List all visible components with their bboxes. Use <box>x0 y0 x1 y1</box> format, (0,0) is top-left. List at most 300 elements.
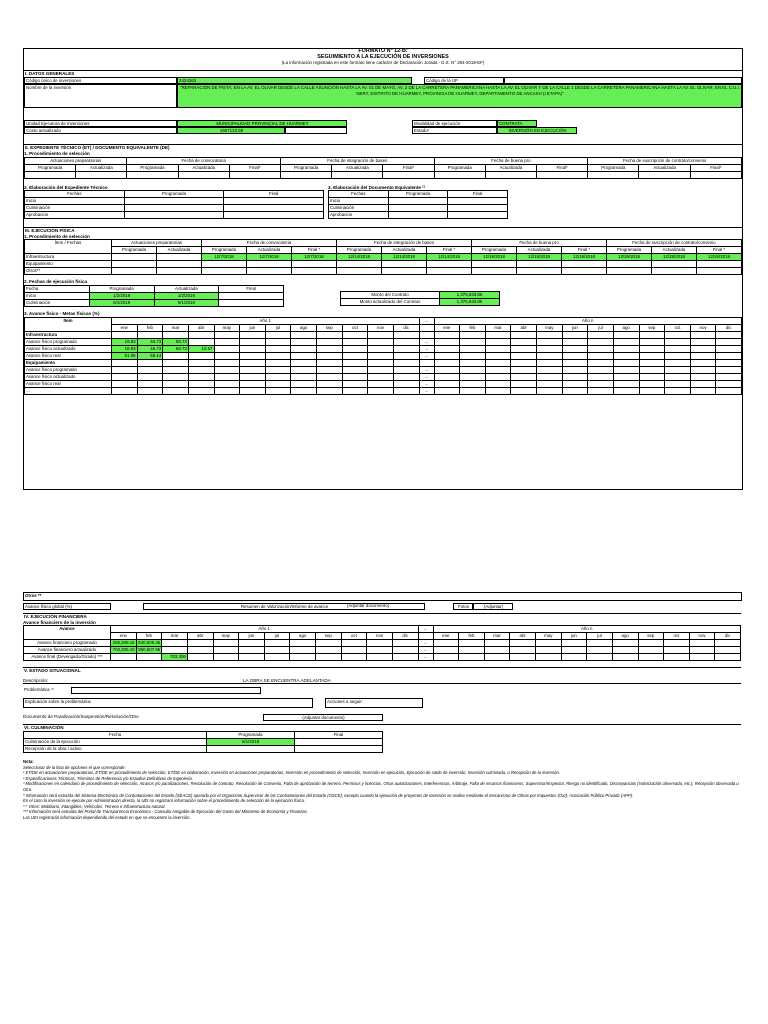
ej-date-cell[interactable]: 12/7/2018 <box>247 254 292 261</box>
value-cell[interactable]: 88.73 <box>163 345 189 352</box>
value-cell[interactable]: 46.73 <box>137 338 163 345</box>
cul-row-prog[interactable] <box>207 745 295 752</box>
value-cell[interactable] <box>188 338 214 345</box>
value-cell[interactable] <box>716 345 742 352</box>
value-cell[interactable] <box>393 387 419 394</box>
ej-date-cell[interactable] <box>562 261 607 268</box>
value-cell[interactable] <box>715 647 741 654</box>
value-cell[interactable] <box>664 640 690 647</box>
value-cell[interactable] <box>163 373 189 380</box>
value-cell[interactable] <box>317 352 343 359</box>
ej-date-cell[interactable] <box>607 268 652 275</box>
value-cell[interactable] <box>264 654 290 661</box>
value-cell[interactable] <box>316 640 342 647</box>
value-cell[interactable] <box>485 366 511 373</box>
value-cell[interactable] <box>460 373 486 380</box>
value-cell[interactable] <box>137 387 163 394</box>
value-cell[interactable] <box>434 352 460 359</box>
value-cell[interactable] <box>393 380 419 387</box>
value-cell[interactable] <box>537 338 563 345</box>
value-cell[interactable] <box>163 352 189 359</box>
value-cell[interactable] <box>434 380 460 387</box>
exp-cell[interactable] <box>76 171 127 178</box>
value-cell[interactable] <box>638 640 664 647</box>
ej-fecha-prog[interactable]: 1/2/2019 <box>89 292 154 299</box>
value-cell[interactable] <box>665 387 691 394</box>
value-cell[interactable] <box>562 352 588 359</box>
value-cell[interactable] <box>317 373 343 380</box>
unidad-value[interactable]: MUNICIPALIDAD PROVINCIAL DE HUARMEY <box>177 120 347 127</box>
value-cell[interactable] <box>588 345 614 352</box>
value-cell[interactable] <box>485 338 511 345</box>
ej-date-cell[interactable] <box>382 261 427 268</box>
ej-date-cell[interactable]: 12/28/2018 <box>607 254 652 261</box>
ej-date-cell[interactable]: 12/14/2018 <box>337 254 382 261</box>
monto-act-value[interactable]: 1,376,933.86 <box>440 298 500 305</box>
value-cell[interactable] <box>367 654 393 661</box>
value-cell[interactable]: 88.73 <box>163 338 189 345</box>
acciones-label[interactable]: Acciones a seguir: <box>325 698 423 708</box>
value-cell[interactable]: 18.83 <box>112 338 138 345</box>
value-cell[interactable] <box>612 640 638 647</box>
value-cell[interactable] <box>434 366 460 373</box>
value-cell[interactable] <box>664 647 690 654</box>
value-cell[interactable] <box>460 387 486 394</box>
value-cell[interactable] <box>665 366 691 373</box>
value-cell[interactable] <box>290 647 316 654</box>
value-cell[interactable] <box>690 380 716 387</box>
value-cell[interactable] <box>664 654 690 661</box>
value-cell[interactable] <box>290 654 316 661</box>
value-cell[interactable] <box>317 338 343 345</box>
value-cell[interactable] <box>690 345 716 352</box>
value-cell[interactable] <box>587 647 613 654</box>
value-cell[interactable] <box>639 387 665 394</box>
value-cell[interactable] <box>665 380 691 387</box>
value-cell[interactable] <box>342 373 368 380</box>
ej-date-cell[interactable]: 12/28/2018 <box>697 254 742 261</box>
ej-date-cell[interactable] <box>112 268 157 275</box>
value-cell[interactable] <box>187 640 213 647</box>
value-cell[interactable] <box>112 387 138 394</box>
value-cell[interactable] <box>715 640 741 647</box>
value-cell[interactable] <box>690 387 716 394</box>
value-cell[interactable] <box>588 338 614 345</box>
costo-value[interactable]: 1667123.59 <box>177 127 285 134</box>
value-cell[interactable]: 51.08 <box>112 352 138 359</box>
exp-cell[interactable] <box>690 171 741 178</box>
value-cell[interactable] <box>612 647 638 654</box>
codigo-up-value[interactable] <box>504 77 742 84</box>
value-cell[interactable] <box>291 352 317 359</box>
value-cell[interactable] <box>316 654 342 661</box>
value-cell[interactable] <box>639 338 665 345</box>
value-cell[interactable] <box>689 640 715 647</box>
value-cell[interactable] <box>433 640 459 647</box>
value-cell[interactable] <box>367 647 393 654</box>
value-cell[interactable] <box>485 345 511 352</box>
value-cell[interactable] <box>689 654 715 661</box>
value-cell[interactable] <box>433 647 459 654</box>
value-cell[interactable] <box>393 373 419 380</box>
value-cell[interactable] <box>393 366 419 373</box>
value-cell[interactable] <box>588 380 614 387</box>
value-cell[interactable] <box>562 366 588 373</box>
value-cell[interactable] <box>434 387 460 394</box>
value-cell[interactable]: 703.306 <box>162 654 188 661</box>
ej-date-cell[interactable]: 12/7/2018 <box>292 254 337 261</box>
value-cell[interactable] <box>716 352 742 359</box>
value-cell[interactable] <box>162 640 188 647</box>
exp-cell[interactable] <box>229 171 280 178</box>
value-cell[interactable] <box>613 373 639 380</box>
value-cell[interactable]: 703,305.10 <box>111 647 137 654</box>
value-cell[interactable] <box>265 387 291 394</box>
value-cell[interactable] <box>561 647 587 654</box>
value-cell[interactable] <box>716 387 742 394</box>
value-cell[interactable] <box>562 380 588 387</box>
value-cell[interactable] <box>112 373 138 380</box>
value-cell[interactable] <box>460 380 486 387</box>
value-cell[interactable] <box>137 380 163 387</box>
value-cell[interactable] <box>240 345 266 352</box>
ej-date-cell[interactable]: 12/19/2018 <box>562 254 607 261</box>
documento-adjuntar[interactable]: (Adjuntar documento) <box>263 714 383 721</box>
ej-date-cell[interactable] <box>112 261 157 268</box>
value-cell[interactable] <box>459 654 485 661</box>
value-cell[interactable] <box>510 647 536 654</box>
ej-fecha-act[interactable]: 1/2/2019 <box>154 292 219 299</box>
value-cell[interactable] <box>112 366 138 373</box>
value-cell[interactable] <box>433 654 459 661</box>
ej-date-cell[interactable] <box>517 268 562 275</box>
value-cell[interactable] <box>265 352 291 359</box>
value-cell[interactable] <box>188 387 214 394</box>
value-cell[interactable] <box>510 654 536 661</box>
ej-date-cell[interactable]: 12/19/2018 <box>517 254 562 261</box>
value-cell[interactable] <box>511 373 537 380</box>
value-cell[interactable] <box>317 380 343 387</box>
value-cell[interactable] <box>291 366 317 373</box>
ej-date-cell[interactable]: 12/14/2018 <box>427 254 472 261</box>
value-cell[interactable] <box>214 352 240 359</box>
value-cell[interactable] <box>665 352 691 359</box>
value-cell[interactable] <box>111 654 137 661</box>
ej-date-cell[interactable] <box>382 268 427 275</box>
value-cell[interactable] <box>588 352 614 359</box>
value-cell[interactable] <box>291 387 317 394</box>
value-cell[interactable] <box>214 366 240 373</box>
value-cell[interactable] <box>715 654 741 661</box>
value-cell[interactable] <box>240 387 266 394</box>
exp-cell[interactable] <box>25 171 76 178</box>
ej-date-cell[interactable] <box>202 268 247 275</box>
fotos-adjuntar[interactable]: (Adjuntar) <box>473 603 513 610</box>
value-cell[interactable] <box>368 345 394 352</box>
value-cell[interactable] <box>188 380 214 387</box>
value-cell[interactable] <box>613 366 639 373</box>
value-cell[interactable] <box>264 640 290 647</box>
ej-date-cell[interactable] <box>652 268 697 275</box>
value-cell[interactable] <box>392 654 418 661</box>
value-cell[interactable] <box>561 654 587 661</box>
value-cell[interactable] <box>562 345 588 352</box>
value-cell[interactable] <box>136 654 162 661</box>
ej-date-cell[interactable]: 12/28/2018 <box>652 254 697 261</box>
value-cell[interactable] <box>368 338 394 345</box>
value-cell[interactable]: 10.57 <box>188 345 214 352</box>
value-cell[interactable] <box>613 345 639 352</box>
value-cell[interactable] <box>716 366 742 373</box>
exp-cell[interactable] <box>434 171 485 178</box>
value-cell[interactable] <box>536 654 562 661</box>
ej-date-cell[interactable] <box>427 268 472 275</box>
value-cell[interactable] <box>485 387 511 394</box>
value-cell[interactable] <box>317 387 343 394</box>
value-cell[interactable] <box>510 640 536 647</box>
value-cell[interactable] <box>368 380 394 387</box>
value-cell[interactable]: 259,308.16 <box>111 640 137 647</box>
value-cell[interactable] <box>537 352 563 359</box>
value-cell[interactable] <box>690 338 716 345</box>
ej-date-cell[interactable] <box>472 268 517 275</box>
value-cell[interactable] <box>214 338 240 345</box>
ej-date-cell[interactable] <box>562 268 607 275</box>
value-cell[interactable] <box>368 352 394 359</box>
ej-date-cell[interactable] <box>337 268 382 275</box>
value-cell[interactable] <box>316 647 342 654</box>
value-cell[interactable] <box>341 640 367 647</box>
value-cell[interactable] <box>484 640 510 647</box>
exp-cell[interactable] <box>588 171 639 178</box>
value-cell[interactable] <box>665 373 691 380</box>
value-cell[interactable] <box>511 352 537 359</box>
value-cell[interactable] <box>265 373 291 380</box>
ej-date-cell[interactable] <box>652 261 697 268</box>
value-cell[interactable] <box>460 366 486 373</box>
ej-date-cell[interactable] <box>697 268 742 275</box>
value-cell[interactable] <box>214 345 240 352</box>
ej-date-cell[interactable] <box>697 261 742 268</box>
ej-date-cell[interactable]: 12/7/2018 <box>202 254 247 261</box>
value-cell[interactable] <box>188 373 214 380</box>
ej-date-cell[interactable]: 12/19/2018 <box>472 254 517 261</box>
value-cell[interactable] <box>240 352 266 359</box>
value-cell[interactable] <box>689 647 715 654</box>
value-cell[interactable] <box>639 352 665 359</box>
ej-fecha-prog[interactable]: 5/1/2019 <box>89 299 154 306</box>
monto-value[interactable]: 1,376,933.86 <box>440 291 500 298</box>
value-cell[interactable] <box>639 373 665 380</box>
value-cell[interactable] <box>613 338 639 345</box>
value-cell[interactable] <box>137 366 163 373</box>
ej-date-cell[interactable] <box>607 261 652 268</box>
ej-date-cell[interactable] <box>202 261 247 268</box>
value-cell[interactable] <box>460 352 486 359</box>
ej-date-cell[interactable] <box>337 261 382 268</box>
value-cell[interactable] <box>368 366 394 373</box>
ej-date-cell[interactable] <box>247 261 292 268</box>
value-cell[interactable] <box>342 387 368 394</box>
value-cell[interactable] <box>240 338 266 345</box>
value-cell[interactable] <box>639 380 665 387</box>
value-cell[interactable] <box>434 373 460 380</box>
exp-cell[interactable] <box>332 171 383 178</box>
value-cell[interactable] <box>265 380 291 387</box>
ej-date-cell[interactable] <box>157 268 202 275</box>
ej-date-cell[interactable] <box>517 261 562 268</box>
ej-date-cell[interactable] <box>292 268 337 275</box>
value-cell[interactable] <box>536 647 562 654</box>
value-cell[interactable] <box>392 640 418 647</box>
problematica-field[interactable] <box>71 687 261 694</box>
value-cell[interactable] <box>213 654 239 661</box>
value-cell[interactable] <box>562 387 588 394</box>
value-cell[interactable] <box>214 373 240 380</box>
costo-extra[interactable] <box>285 127 347 134</box>
value-cell[interactable] <box>613 380 639 387</box>
value-cell[interactable] <box>342 366 368 373</box>
exp-cell[interactable] <box>639 171 690 178</box>
value-cell[interactable]: 18.83 <box>112 345 138 352</box>
ej-date-cell[interactable] <box>472 261 517 268</box>
value-cell[interactable] <box>460 345 486 352</box>
value-cell[interactable] <box>393 352 419 359</box>
value-cell[interactable] <box>665 345 691 352</box>
ej-date-cell[interactable] <box>157 254 202 261</box>
value-cell[interactable] <box>613 352 639 359</box>
value-cell[interactable] <box>639 345 665 352</box>
value-cell[interactable] <box>342 380 368 387</box>
value-cell[interactable] <box>239 640 265 647</box>
value-cell[interactable] <box>537 380 563 387</box>
value-cell[interactable] <box>240 366 266 373</box>
value-cell[interactable] <box>716 338 742 345</box>
value-cell[interactable] <box>341 647 367 654</box>
estado-value[interactable]: INVERSIÓN EN EJECUCIÓN <box>497 127 577 134</box>
exp-cell[interactable] <box>127 171 178 178</box>
value-cell[interactable] <box>264 647 290 654</box>
value-cell[interactable] <box>484 654 510 661</box>
value-cell[interactable] <box>291 345 317 352</box>
ej-date-cell[interactable] <box>292 261 337 268</box>
value-cell[interactable] <box>214 387 240 394</box>
value-cell[interactable] <box>690 366 716 373</box>
value-cell[interactable] <box>537 345 563 352</box>
value-cell[interactable] <box>638 647 664 654</box>
cul-row-prog[interactable]: 5/1/2019 <box>207 738 295 745</box>
value-cell[interactable] <box>213 640 239 647</box>
modalidad-value[interactable]: CONTRATA <box>497 120 537 127</box>
exp-cell[interactable] <box>281 171 332 178</box>
codigo-value[interactable]: 2424363 <box>177 77 412 84</box>
value-cell[interactable] <box>239 647 265 654</box>
value-cell[interactable] <box>188 352 214 359</box>
exp-cell[interactable] <box>537 171 588 178</box>
value-cell[interactable] <box>187 647 213 654</box>
value-cell[interactable]: 46.73 <box>137 345 163 352</box>
value-cell[interactable] <box>239 654 265 661</box>
value-cell[interactable] <box>690 373 716 380</box>
value-cell[interactable] <box>536 640 562 647</box>
value-cell[interactable] <box>367 640 393 647</box>
value-cell[interactable] <box>214 380 240 387</box>
value-cell[interactable] <box>511 387 537 394</box>
value-cell[interactable] <box>561 640 587 647</box>
value-cell[interactable] <box>112 380 138 387</box>
value-cell[interactable] <box>665 338 691 345</box>
resumen-adjuntar[interactable]: (Adjuntar documento) <box>346 603 390 608</box>
value-cell[interactable] <box>317 366 343 373</box>
value-cell[interactable] <box>587 654 613 661</box>
ej-date-cell[interactable] <box>157 261 202 268</box>
value-cell[interactable] <box>291 338 317 345</box>
value-cell[interactable] <box>162 647 188 654</box>
value-cell[interactable] <box>638 654 664 661</box>
value-cell[interactable] <box>485 373 511 380</box>
value-cell[interactable] <box>716 373 742 380</box>
value-cell[interactable] <box>342 338 368 345</box>
value-cell[interactable] <box>368 373 394 380</box>
explicacion-label[interactable]: Explicación sobre la problemática: <box>23 698 313 708</box>
value-cell[interactable] <box>537 387 563 394</box>
value-cell[interactable] <box>537 373 563 380</box>
value-cell[interactable] <box>163 387 189 394</box>
value-cell[interactable]: 640,505.46 <box>136 640 162 647</box>
value-cell[interactable] <box>485 380 511 387</box>
value-cell[interactable] <box>690 352 716 359</box>
value-cell[interactable] <box>459 640 485 647</box>
ej-date-cell[interactable] <box>427 261 472 268</box>
value-cell[interactable] <box>240 373 266 380</box>
value-cell[interactable] <box>392 647 418 654</box>
value-cell[interactable] <box>393 345 419 352</box>
value-cell[interactable] <box>291 380 317 387</box>
value-cell[interactable] <box>639 366 665 373</box>
value-cell[interactable]: 950,607.96 <box>136 647 162 654</box>
ej-date-cell[interactable] <box>247 268 292 275</box>
value-cell[interactable] <box>511 338 537 345</box>
value-cell[interactable] <box>342 352 368 359</box>
value-cell[interactable] <box>537 366 563 373</box>
ej-fecha-act[interactable]: 5/1/2019 <box>154 299 219 306</box>
value-cell[interactable] <box>434 345 460 352</box>
value-cell[interactable] <box>342 345 368 352</box>
value-cell[interactable] <box>460 338 486 345</box>
value-cell[interactable] <box>587 640 613 647</box>
value-cell[interactable] <box>716 380 742 387</box>
value-cell[interactable] <box>290 640 316 647</box>
value-cell[interactable] <box>484 647 510 654</box>
value-cell[interactable] <box>613 387 639 394</box>
value-cell[interactable] <box>213 647 239 654</box>
value-cell[interactable] <box>588 387 614 394</box>
value-cell[interactable] <box>393 338 419 345</box>
value-cell[interactable] <box>459 647 485 654</box>
value-cell[interactable] <box>341 654 367 661</box>
ej-date-cell[interactable] <box>112 254 157 261</box>
exp-cell[interactable] <box>178 171 229 178</box>
value-cell[interactable] <box>187 654 213 661</box>
value-cell[interactable] <box>562 373 588 380</box>
value-cell[interactable] <box>511 380 537 387</box>
exp-cell[interactable] <box>383 171 434 178</box>
value-cell[interactable]: 66.14 <box>137 352 163 359</box>
value-cell[interactable] <box>265 366 291 373</box>
value-cell[interactable] <box>240 380 266 387</box>
value-cell[interactable] <box>588 373 614 380</box>
value-cell[interactable] <box>163 380 189 387</box>
